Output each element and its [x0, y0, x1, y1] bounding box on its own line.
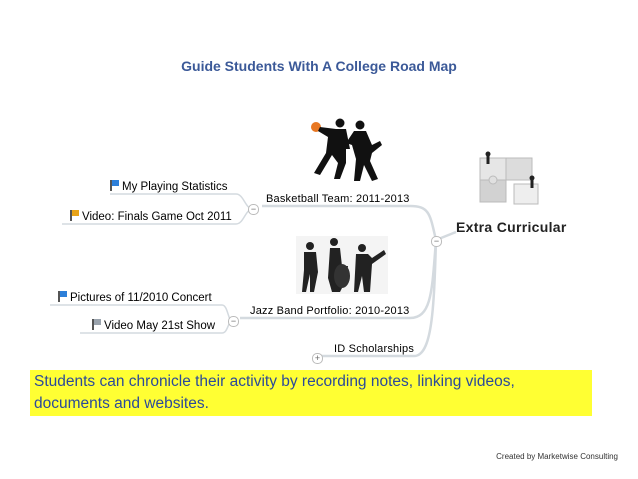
topic-basketball-team[interactable]: Basketball Team: 2011-2013: [266, 193, 410, 205]
callout-banner: Students can chronicle their activity by recording notes, linking videos, documents and websites.: [30, 370, 592, 416]
subtopic-video-finals-game[interactable]: Video: Finals Game Oct 2011: [70, 210, 232, 223]
topic-jazz-band-portfolio[interactable]: Jazz Band Portfolio: 2010-2013: [250, 305, 410, 317]
collapse-central-icon[interactable]: −: [431, 236, 442, 247]
subtopic-my-playing-statistics[interactable]: My Playing Statistics: [110, 180, 227, 193]
flag-icon: [58, 291, 67, 302]
collapse-basketball-icon[interactable]: −: [248, 204, 259, 215]
credit-text: Created by Marketwise Consulting: [496, 452, 618, 461]
flag-icon: [110, 180, 119, 191]
basketball-players-image: [302, 115, 394, 183]
flag-icon: [70, 210, 79, 221]
topic-id-scholarships[interactable]: ID Scholarships: [334, 343, 415, 355]
collapse-jazz-icon[interactable]: −: [228, 316, 239, 327]
subtopic-video-may-show[interactable]: Video May 21st Show: [92, 319, 215, 332]
expand-scholarships-icon[interactable]: +: [312, 353, 323, 364]
slide-title: Guide Students With A College Road Map: [181, 58, 457, 74]
flag-icon: [92, 319, 101, 330]
central-topic-extra-curricular[interactable]: Extra Curricular: [456, 219, 567, 235]
jazz-band-image: [296, 236, 388, 294]
puzzle-image: [474, 150, 546, 208]
subtopic-pictures-concert[interactable]: Pictures of 11/2010 Concert: [58, 291, 212, 304]
